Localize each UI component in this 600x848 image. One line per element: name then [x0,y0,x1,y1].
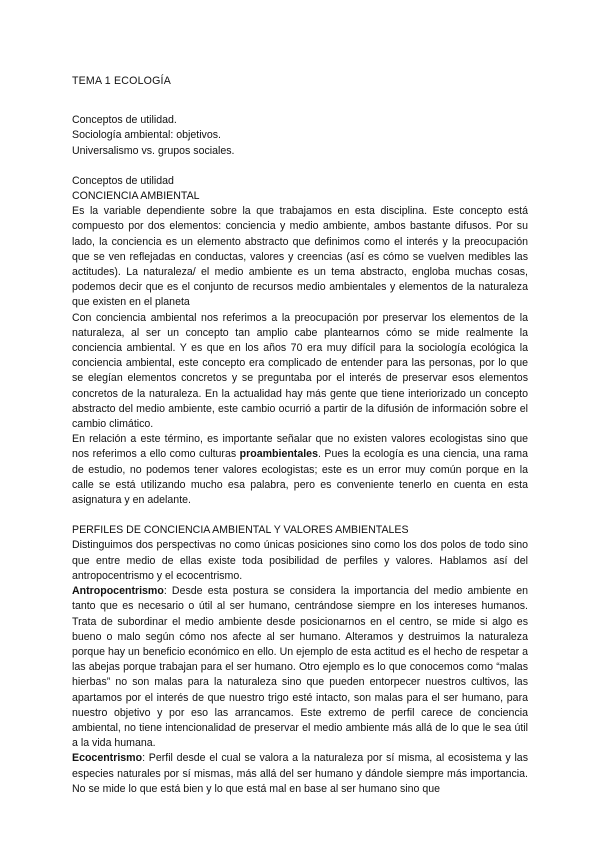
paragraph-2: Con conciencia ambiental nos referimos a la preocupación por preservar los elementos de la naturaleza, al ser un concepto tan amplio cabe plantearnos cómo se mide realmente la conciencia ambiental. Y es que en los años 70 era muy difícil para la sociología ecológica la conciencia ambiental, este concepto era complicado de entender para las personas, por lo que se elegían elementos concretos y se preguntaba por el interés de preservar esos elementos concretos de la naturaleza. En la actualidad hay más gente que tiene interiorizado un concepto abstracto del medio ambiente, este cambio ocurrió a partir de la difusión de información sobre el cambio climático. [72,311,528,431]
paragraph-1: Es la variable dependiente sobre la que trabajamos en esta disciplina. Este concepto está compuesto por dos elementos: conciencia y medio ambiente, ambos bastante difusos. Por su lado, la conciencia es un elemento abstracto que definimos como el interés y la preocupación que se ven reflejadas en conductas, valores y creencias (así es cómo se vuelven medibles las actitudes). La naturaleza/ el medio ambiente es un tema abstracto, engloba muchas cosas, podemos decir que es el conjunto de recursos medio ambientales y elementos de la naturaleza que existen en el planeta [72,205,528,309]
paragraph-3-text-b: . Pues la ecología es una ciencia, una rama de estudio, no podemos tener valores ecologistas; este es un error muy común porque en la calle se está utilizando mucho esa palabra, pero es conveniente tenerlo en cuenta en esta asignatura y en adelante. [72,448,528,507]
document-title: TEMA 1 ECOLOGÍA [72,75,171,87]
paragraph-3 [72,432,528,508]
paragraph-6-text: : Perfil desde el cual se valora a la naturaleza por sí misma, al ecosistema y las especies naturales por sí mismas, más allá del ser humano y dándole siempre más importancia. No se mide lo que está bien y lo que está mal en base al ser humano sino que [72,752,528,795]
spacer [72,159,528,174]
paragraph-5-text: : Desde esta postura se considera la importancia del medio ambiente en tanto que es necesario o útil al ser humano, centrándose siempre en los intereses humanos. Trata de subordinar el medio ambiente desde posicionarnos en el centro, se mide si algo es bueno o malo según cómo nos afecte al ser humano. Alteramos y destruimos la naturaleza porque hay un beneficio económico en ello. Un ejemplo de esta actitud es el hecho de respetar a las abejas porque trabajan para el ser humano. Otro ejemplo es lo que conocemos como “malas hierbas” no son malas para la naturaleza sino que pueden entorpecer nuestros cultivos, las apartamos por el interés de que nuestro trigo esté intacto, son malas para el ser humano, para nuestro objetivo y por eso las arrancamos. Este extremo de perfil carece de conciencia ambiental, no tiene intencionalidad de preservar el medio ambiente más allá de lo que le sea útil a la vida humana. [72,585,528,750]
paragraph-3-bold-term: proambientales [239,448,318,461]
paragraph-6 [72,751,528,797]
section1-subheading: CONCIENCIA AMBIENTAL [72,190,200,203]
paragraph-3-text-a: En relación a este término, es importante señalar que no existen valores ecologistas sino que nos referimos a ello como culturas [72,433,528,461]
intro-item-3: Universalismo vs. grupos sociales. [72,144,235,157]
ecocentrismo-term: Ecocentrismo [72,752,143,765]
paragraph-5 [72,584,528,751]
spacer [72,508,528,523]
intro-item-1: Conceptos de utilidad. [72,114,177,127]
antropocentrismo-term: Antropocentrismo [72,585,164,598]
spacer [72,101,528,113]
intro-item-2: Sociología ambiental: objetivos. [72,129,221,142]
section2-heading: PERFILES DE CONCIENCIA AMBIENTAL Y VALORES AMBIENTALES [72,524,409,537]
section1-heading: Conceptos de utilidad [72,174,174,187]
paragraph-4: Distinguimos dos perspectivas no como únicas posiciones sino como los dos polos de todo sino que entre medio de ellas existe toda posibilidad de perfiles y valores. Hablamos así del antropocentrismo y el ecocentrismo. [72,539,528,582]
